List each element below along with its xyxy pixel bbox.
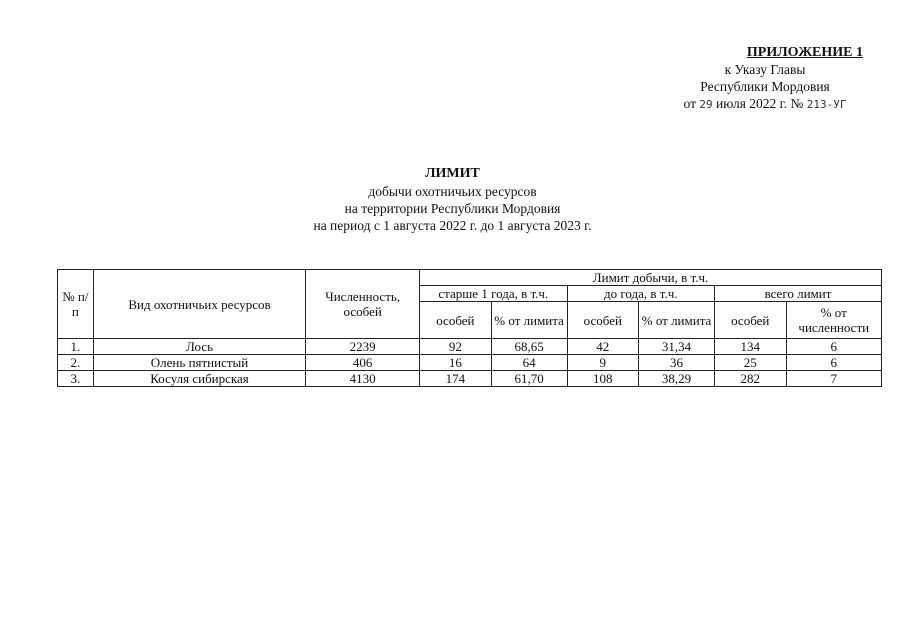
decree-number: 213-УГ <box>806 98 847 111</box>
limits-table <box>57 269 882 387</box>
header-total-individuals: особей <box>714 302 786 339</box>
header-population: Численность, особей <box>306 270 420 339</box>
row-older-pct: 68,65 <box>491 339 567 355</box>
row-older-pct: 64 <box>491 355 567 371</box>
row-population: 2239 <box>306 339 420 355</box>
header-older-pct: % от лимита <box>491 302 567 339</box>
row-species: Олень пятнистый <box>93 355 306 371</box>
header-older-individuals: особей <box>420 302 492 339</box>
table-row <box>58 339 882 355</box>
appendix-block <box>665 44 865 113</box>
row-older-n: 92 <box>420 339 492 355</box>
table-row <box>58 371 882 387</box>
header-younger-individuals: особей <box>567 302 639 339</box>
header-older: старше 1 года, в т.ч. <box>420 286 567 302</box>
row-young-n: 42 <box>567 339 639 355</box>
row-species: Лось <box>93 339 306 355</box>
row-num: 1. <box>58 339 94 355</box>
row-older-n: 16 <box>420 355 492 371</box>
row-total-n: 282 <box>714 371 786 387</box>
header-younger: до года, в т.ч. <box>567 286 714 302</box>
row-total-pct: 6 <box>786 339 881 355</box>
title-line-1: добычи охотничьих ресурсов <box>368 184 537 199</box>
row-young-n: 9 <box>567 355 639 371</box>
document-title: ЛИМИТ <box>425 166 480 181</box>
row-total-pct: 7 <box>786 371 881 387</box>
row-total-n: 134 <box>714 339 786 355</box>
header-num: № п/п <box>58 270 94 339</box>
header-species: Вид охотничьих ресурсов <box>93 270 306 339</box>
row-total-n: 25 <box>714 355 786 371</box>
row-population: 4130 <box>306 371 420 387</box>
date-rest: июля 2022 г. № <box>716 96 804 111</box>
document-title-block <box>0 165 905 234</box>
date-prefix: от <box>683 96 697 111</box>
row-population: 406 <box>306 355 420 371</box>
title-line-3: на период с 1 августа 2022 г. до 1 августа 2023 г. <box>313 218 592 233</box>
header-total: всего лимит <box>714 286 881 302</box>
row-young-n: 108 <box>567 371 639 387</box>
row-young-pct: 38,29 <box>639 371 715 387</box>
row-species: Косуля сибирская <box>93 371 306 387</box>
row-num: 2. <box>58 355 94 371</box>
header-limit: Лимит добычи, в т.ч. <box>420 270 882 286</box>
table-row <box>58 355 882 371</box>
title-line-2: на территории Республики Мордовия <box>344 201 561 216</box>
date-day: 29 <box>699 98 713 111</box>
row-older-n: 174 <box>420 371 492 387</box>
appendix-line-2: Республики Мордовия <box>700 79 830 94</box>
row-young-pct: 31,34 <box>639 339 715 355</box>
appendix-heading: ПРИЛОЖЕНИЕ 1 <box>746 45 863 60</box>
appendix-line-1: к Указу Главы <box>724 62 806 77</box>
row-older-pct: 61,70 <box>491 371 567 387</box>
row-young-pct: 36 <box>639 355 715 371</box>
header-total-pct: % от численности <box>786 302 881 339</box>
row-num: 3. <box>58 371 94 387</box>
decree-date-line <box>665 95 865 113</box>
header-younger-pct: % от лимита <box>639 302 715 339</box>
row-total-pct: 6 <box>786 355 881 371</box>
